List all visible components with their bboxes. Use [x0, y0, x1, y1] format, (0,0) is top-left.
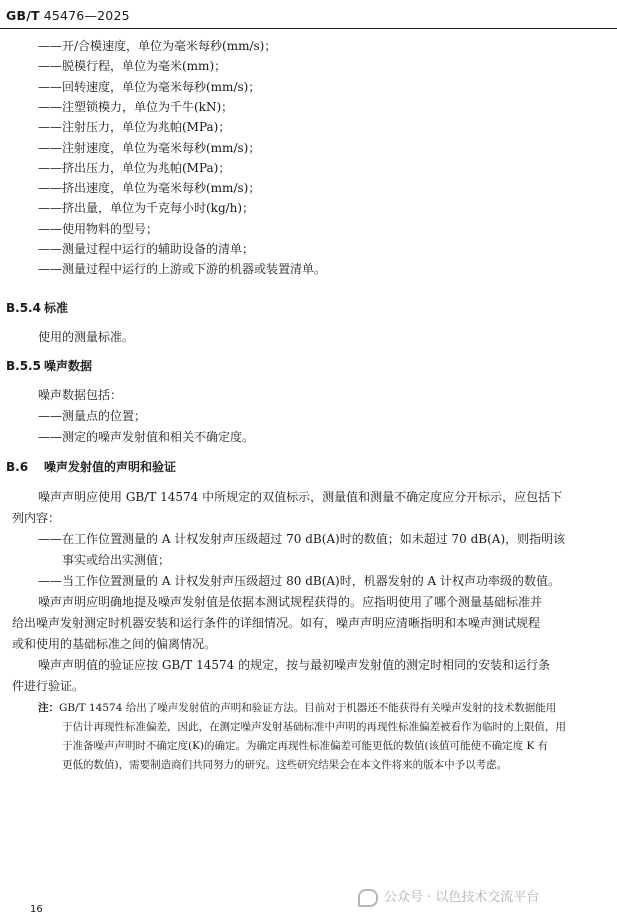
- b6-paragraph-2-cont: 给出噪声发射测定时机器安装和运行条件的详细情况。如有，噪声声明应清晰指明和本噪声测试规程: [12, 616, 541, 630]
- parameter-list-item: ——开/合模速度，单位为毫米每秒(mm/s)；: [38, 39, 277, 53]
- note-line: 更低的数值)，需要制造商们共同努力的研究。这些研究结果会在本文件将来的版本中予以考虑。: [62, 759, 508, 771]
- parameter-list-item: ——挤出量，单位为千克每小时(kg/h)；: [38, 201, 255, 216]
- b554-body: 使用的测量标准。: [38, 330, 135, 344]
- parameter-list-item: ——脱模行程，单位为毫米(mm)；: [38, 59, 227, 74]
- b555-item: ——测量点的位置；: [38, 409, 147, 423]
- header-rule: [0, 28, 617, 29]
- note-line: 于准备噪声声明时不确定度(K)的确定。为确定再现性标准偏差可能更低的数值(该值可能使不确定度 K 有: [62, 740, 549, 752]
- page-number: 16: [30, 904, 43, 915]
- note-label: 注：: [38, 702, 59, 714]
- b555-item: ——测定的噪声发射值和相关不确定度。: [38, 430, 255, 444]
- section-heading-b6: B.6 噪声发射值的声明和验证: [6, 460, 177, 474]
- b6-item-2: ——当工作位置测量的 A 计权发射声压级超过 80 dB(A)时，机器发射的 A 计权声功率级的数值。: [38, 574, 561, 588]
- document-header: [6, 8, 130, 23]
- standard-number: 45476—2025: [43, 8, 130, 23]
- parameter-list-item: ——注射压力，单位为兆帕(MPa)；: [38, 120, 231, 135]
- section-heading-b555: B.5.5 噪声数据: [6, 359, 93, 373]
- b6-paragraph-3: 噪声声明值的验证应按 GB/T 14574 的规定，按与最初噪声发射值的测定时相同的安装和运行条: [38, 658, 551, 672]
- parameter-list-item: ——测量过程中运行的辅助设备的清单；: [38, 242, 255, 256]
- note-line: 于估计再现性标准偏差，因此，在测定噪声发射基础标准中声明的再现性标准偏差被看作为临时的上限值，用: [62, 721, 566, 733]
- parameter-list-item: ——使用物料的型号；: [38, 221, 159, 236]
- standard-code: GB/T: [6, 8, 40, 23]
- parameter-list-item: ——挤出速度，单位为毫米每秒(mm/s)；: [38, 181, 261, 196]
- parameter-list-item: ——回转速度，单位为毫米每秒(mm/s)；: [38, 79, 261, 94]
- note-line: 注：GB/T 14574 给出了噪声发射值的声明和验证方法。目前对于机器还不能获得有关噪声发射的技术数据能用: [38, 702, 557, 714]
- b6-item-1-cont: 事实或给出实测值；: [62, 553, 171, 567]
- section-heading-b554: B.5.4 标准: [6, 301, 69, 315]
- parameter-list-item: ——测量过程中运行的上游或下游的机器或装置清单。: [38, 262, 327, 277]
- b6-paragraph-1-cont: 列内容：: [12, 511, 61, 525]
- watermark: 公众号 · 以色技术交流平台: [358, 886, 539, 907]
- b6-item-1: ——在工作位置测量的 A 计权发射声压级超过 70 dB(A)时的数值；如未超过 70 dB(A)，则指明该: [38, 532, 566, 546]
- wechat-icon: [358, 889, 378, 907]
- parameter-list-item: ——注塑锁模力，单位为千牛(kN)；: [38, 99, 234, 114]
- b6-paragraph-3-cont: 件进行验证。: [12, 679, 85, 693]
- parameter-list-item: ——挤出压力，单位为兆帕(MPa)；: [38, 160, 231, 175]
- b555-intro: 噪声数据包括：: [38, 388, 123, 402]
- b6-paragraph-1: 噪声声明应使用 GB/T 14574 中所规定的双值标示，测量值和测量不确定度应分开标示，应包括下: [38, 490, 563, 504]
- b6-paragraph-2: 噪声声明应明确地提及噪声发射值是依据本测试规程获得的。应指明使用了哪个测量基础标准并: [38, 595, 543, 609]
- b6-paragraph-2-cont: 或和使用的基础标准之间的偏离情况。: [12, 637, 217, 651]
- parameter-list-item: ——注射速度，单位为毫米每秒(mm/s)；: [38, 140, 261, 155]
